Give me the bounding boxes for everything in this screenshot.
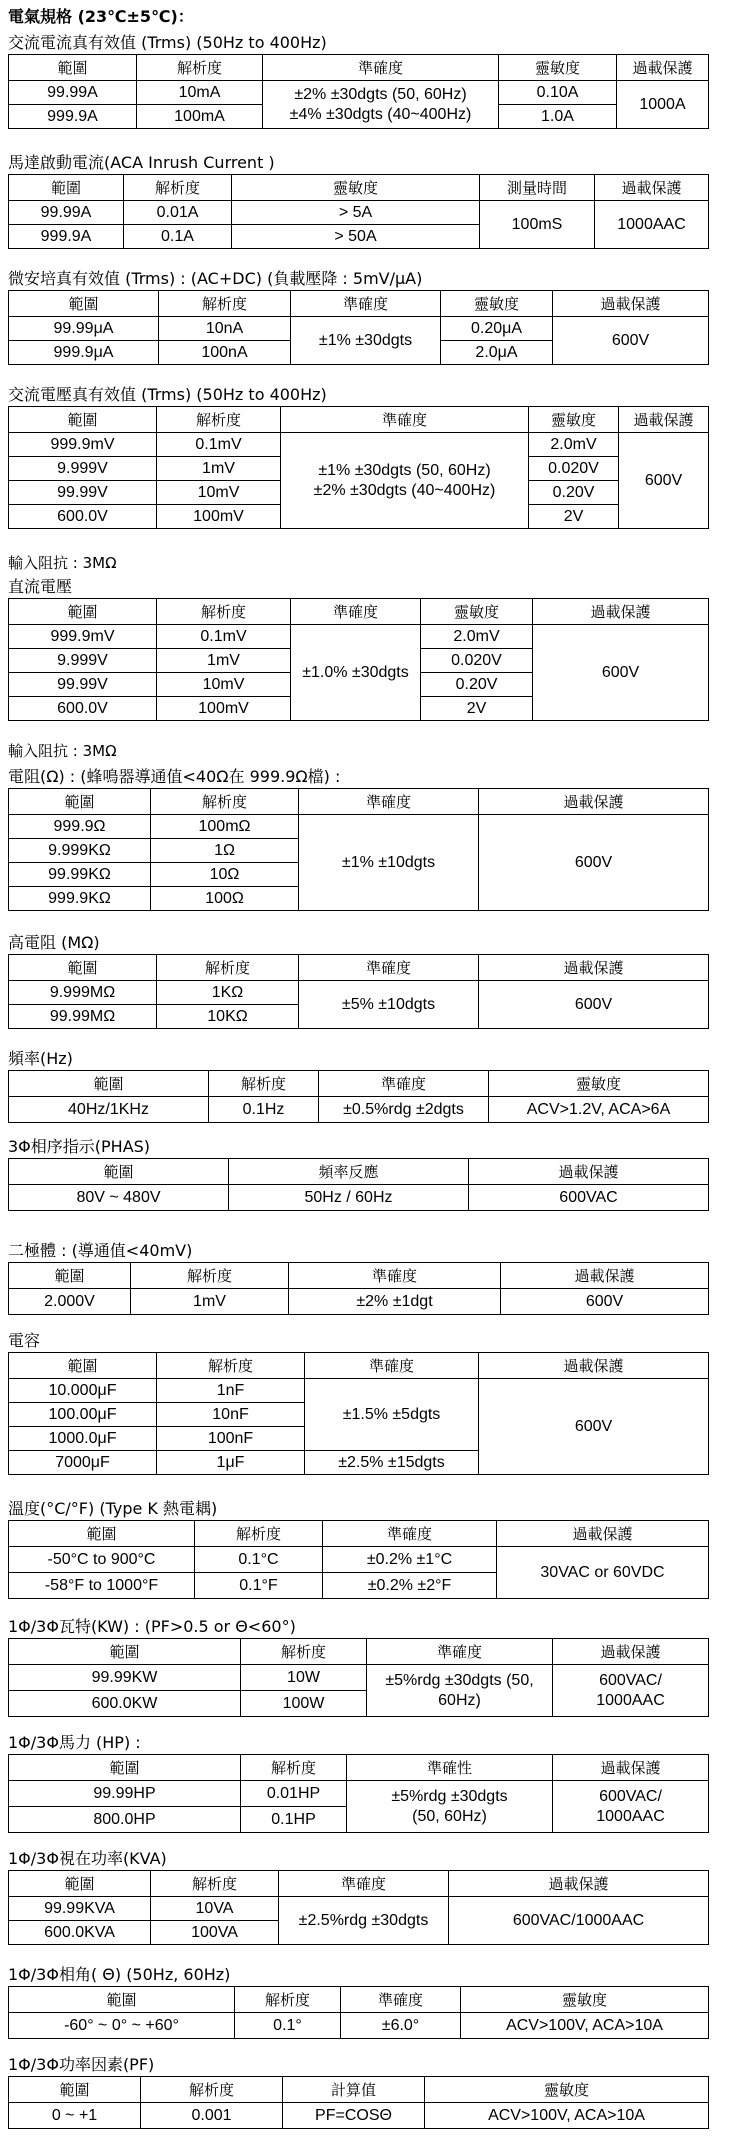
range-cell: 99.99μA (9, 317, 159, 341)
sensitivity-cell: 0.020V (421, 649, 533, 673)
col-header: 準確度 (281, 407, 529, 433)
range-cell: 99.99A (9, 81, 137, 105)
resolution-cell: 100VA (151, 1921, 279, 1945)
resolution-cell: 100W (241, 1691, 367, 1717)
table-watts (8, 1638, 709, 1717)
col-header: 準確度 (319, 1071, 489, 1097)
col-header: 解析度 (195, 1521, 323, 1547)
range-cell: 40Hz/1KHz (9, 1097, 209, 1123)
col-header: 範圍 (9, 1159, 229, 1185)
col-header: 靈敏度 (441, 291, 553, 317)
col-header: 範圍 (9, 1263, 131, 1289)
col-header: 範圍 (9, 1639, 241, 1665)
col-header: 範圍 (9, 291, 159, 317)
resolution-cell: 100mA (137, 105, 263, 129)
col-header: 解析度 (157, 1353, 305, 1379)
resolution-cell: 100mV (157, 505, 281, 529)
accuracy-cell: ±0.2% ±2°F (323, 1573, 497, 1599)
section-title-resistance: 電阻(Ω) : (蜂鳴器導通值<40Ω在 999.9Ω檔) : (8, 767, 341, 786)
spec-header: 電氣規格 (23℃±5℃)： (8, 7, 194, 26)
col-header: 解析度 (241, 1639, 367, 1665)
col-header: 準確度 (263, 55, 499, 81)
section-title-dcv: 直流電壓 (8, 577, 73, 596)
table-row (9, 1665, 709, 1691)
resolution-cell: 0.1mV (157, 625, 291, 649)
protection-cell: 600V (479, 1379, 709, 1475)
protection-cell: 600VAC/ 1000AAC (553, 1781, 709, 1833)
section-title-inrush: 馬達啟動電流(ACA Inrush Current ) (8, 153, 275, 172)
col-header: 準確度 (299, 955, 479, 981)
resolution-cell: 10nF (157, 1403, 305, 1427)
col-header: 解析度 (159, 291, 291, 317)
table-temperature (8, 1520, 709, 1599)
accuracy-cell: ±0.5%rdg ±2dgts (319, 1097, 489, 1123)
range-cell: 99.99V (9, 481, 157, 505)
resolution-cell: 10mA (137, 81, 263, 105)
range-cell: 999.9μA (9, 341, 159, 365)
resolution-cell: 100nA (159, 341, 291, 365)
resolution-cell: 0.1°C (195, 1547, 323, 1573)
section-title-frequency: 頻率(Hz) (8, 1049, 73, 1068)
col-header: 解析度 (241, 1755, 347, 1781)
resolution-cell: 100nF (157, 1427, 305, 1451)
range-cell: 600.0KVA (9, 1921, 151, 1945)
col-header: 解析度 (137, 55, 263, 81)
resolution-cell: 1mV (131, 1289, 289, 1315)
section-title-acv: 交流電壓真有效值 (Trms) (50Hz to 400Hz) (8, 385, 327, 404)
sensitivity-cell: 0.20μA (441, 317, 553, 341)
col-header: 範圍 (9, 1987, 235, 2013)
range-cell: 99.99KW (9, 1665, 241, 1691)
accuracy-cell: ±1% ±10dgts (299, 815, 479, 911)
col-header: 解析度 (124, 175, 232, 201)
protection-cell: 600V (533, 625, 709, 721)
sensitivity-cell: 1.0A (499, 105, 617, 129)
table-row (9, 1097, 709, 1123)
range-cell: 600.0KW (9, 1691, 241, 1717)
resolution-cell: 0.01HP (241, 1781, 347, 1807)
resolution-cell: 10KΩ (157, 1005, 299, 1029)
resolution-cell: 0.001 (141, 2103, 283, 2129)
col-header: 測量時間 (480, 175, 595, 201)
table-dcv (8, 598, 709, 721)
col-header: 計算值 (283, 2077, 425, 2103)
sensitivity-cell: ACV>100V, ACA>10A (461, 2013, 709, 2039)
table-power-factor (8, 2076, 709, 2129)
accuracy-cell: ±2.5% ±15dgts (305, 1451, 479, 1475)
sensitivity-cell: ACV>1.2V, ACA>6A (489, 1097, 709, 1123)
col-header: 過載保護 (619, 407, 709, 433)
range-cell: 800.0HP (9, 1807, 241, 1833)
range-cell: 999.9KΩ (9, 887, 151, 911)
range-cell: 99.99V (9, 673, 157, 697)
col-header: 解析度 (141, 2077, 283, 2103)
resolution-cell: 0.1°F (195, 1573, 323, 1599)
range-cell: -50°C to 900°C (9, 1547, 195, 1573)
table-phase-sequence (8, 1158, 709, 1211)
range-cell: 99.99MΩ (9, 1005, 157, 1029)
col-header: 範圍 (9, 599, 157, 625)
col-header: 過載保護 (553, 1639, 709, 1665)
range-cell: 999.9A (9, 105, 137, 129)
protection-cell: 600V (501, 1289, 709, 1315)
sensitivity-cell: 0.020V (529, 457, 619, 481)
range-cell: 999.9Ω (9, 815, 151, 839)
col-header: 範圍 (9, 175, 124, 201)
range-cell: -60° ~ 0° ~ +60° (9, 2013, 235, 2039)
table-high-resistance (8, 954, 709, 1029)
table-row (9, 1185, 709, 1211)
section-title-aca: 交流電流真有效值 (Trms) (50Hz to 400Hz) (8, 33, 327, 52)
accuracy-cell: ±2% ±1dgt (289, 1289, 501, 1315)
col-header: 範圍 (9, 1521, 195, 1547)
resolution-cell: 10nA (159, 317, 291, 341)
resolution-cell: 0.1A (124, 225, 232, 249)
col-header: 範圍 (9, 55, 137, 81)
col-header: 準確度 (305, 1353, 479, 1379)
range-cell: 999.9mV (9, 433, 157, 457)
col-header: 範圍 (9, 955, 157, 981)
sensitivity-cell: 0.20V (421, 673, 533, 697)
range-cell: 9.999V (9, 649, 157, 673)
col-header: 解析度 (151, 1871, 279, 1897)
col-header: 解析度 (131, 1263, 289, 1289)
accuracy-cell: ±0.2% ±1°C (323, 1547, 497, 1573)
section-title-high-resistance: 高電阻 (MΩ) (8, 933, 100, 952)
protection-cell: 1000A (617, 81, 709, 129)
range-cell: 9.999KΩ (9, 839, 151, 863)
table-row (9, 201, 709, 225)
col-header: 解析度 (157, 599, 291, 625)
section-title-phase-sequence: 3Φ相序指示(PHAS) (8, 1137, 151, 1156)
col-header: 過載保護 (553, 1755, 709, 1781)
table-row (9, 1289, 709, 1315)
section-title-phase-angle: 1Φ/3Φ相角( Θ) (50Hz, 60Hz) (8, 1965, 231, 1984)
table-diode (8, 1262, 709, 1315)
table-horsepower (8, 1754, 709, 1833)
range-cell: 600.0V (9, 505, 157, 529)
range-cell: 100.00μF (9, 1403, 157, 1427)
table-row (9, 1897, 709, 1921)
resolution-cell: 1mV (157, 457, 281, 481)
col-header: 過載保護 (617, 55, 709, 81)
resolution-cell: 1KΩ (157, 981, 299, 1005)
range-cell: 999.9A (9, 225, 124, 249)
protection-cell: 600VAC/ 1000AAC (553, 1665, 709, 1717)
col-header: 解析度 (209, 1071, 319, 1097)
col-header: 準確性 (347, 1755, 553, 1781)
table-acv (8, 406, 709, 529)
section-title-power-factor: 1Φ/3Φ功率因素(PF) (8, 2055, 155, 2074)
resolution-cell: 0.1mV (157, 433, 281, 457)
frequency-response-cell: 50Hz / 60Hz (229, 1185, 469, 1211)
col-header: 範圍 (9, 1353, 157, 1379)
table-apparent-power (8, 1870, 709, 1945)
range-cell: 9.999V (9, 457, 157, 481)
col-header: 準確度 (291, 291, 441, 317)
col-header: 靈敏度 (499, 55, 617, 81)
table-inrush (8, 174, 709, 249)
col-header: 準確度 (279, 1871, 449, 1897)
protection-cell: 600V (479, 981, 709, 1029)
range-cell: -58°F to 1000°F (9, 1573, 195, 1599)
range-cell: 7000μF (9, 1451, 157, 1475)
measure-time-cell: 100mS (480, 201, 595, 249)
protection-cell: 600VAC (469, 1185, 709, 1211)
col-header: 範圍 (9, 789, 151, 815)
col-header: 過載保護 (553, 291, 709, 317)
col-header: 範圍 (9, 1071, 209, 1097)
col-header: 靈敏度 (421, 599, 533, 625)
resolution-cell: 0.1Hz (209, 1097, 319, 1123)
accuracy-cell: ±2% ±30dgts (50, 60Hz) ±4% ±30dgts (40~400Hz) (263, 81, 499, 129)
table-row (9, 815, 709, 839)
protection-cell: 30VAC or 60VDC (497, 1547, 709, 1599)
sensitivity-cell: 0.10A (499, 81, 617, 105)
col-header: 準確度 (291, 599, 421, 625)
protection-cell: 600V (479, 815, 709, 911)
resolution-cell: 100mΩ (151, 815, 299, 839)
resolution-cell: 0.01A (124, 201, 232, 225)
range-cell: 999.9mV (9, 625, 157, 649)
table-phase-angle (8, 1986, 709, 2039)
col-header: 過載保護 (533, 599, 709, 625)
range-cell: 9.999MΩ (9, 981, 157, 1005)
range-cell: 80V ~ 480V (9, 1185, 229, 1211)
sensitivity-cell: 2V (529, 505, 619, 529)
col-header: 過載保護 (479, 789, 709, 815)
table-row (9, 1781, 709, 1807)
col-header: 過載保護 (479, 955, 709, 981)
col-header: 過載保護 (449, 1871, 709, 1897)
resolution-cell: 10mV (157, 673, 291, 697)
col-header: 範圍 (9, 1871, 151, 1897)
sensitivity-cell: 2V (421, 697, 533, 721)
resolution-cell: 1mV (157, 649, 291, 673)
section-title-apparent-power: 1Φ/3Φ視在功率(KVA) (8, 1849, 167, 1868)
col-header: 範圍 (9, 2077, 141, 2103)
table-row (9, 981, 709, 1005)
col-header: 準確度 (367, 1639, 553, 1665)
col-header: 過載保護 (501, 1263, 709, 1289)
col-header: 頻率反應 (229, 1159, 469, 1185)
table-row (9, 317, 709, 341)
section-title-diode: 二極體 : (導通值<40mV) (8, 1241, 193, 1260)
table-row (9, 625, 709, 649)
resolution-cell: 10W (241, 1665, 367, 1691)
protection-cell: 1000AAC (595, 201, 709, 249)
col-header: 解析度 (157, 955, 299, 981)
input-impedance-note: 輸入阻抗 : 3MΩ (8, 742, 117, 760)
protection-cell: 600V (619, 433, 709, 529)
table-microamp (8, 290, 709, 365)
col-header: 靈敏度 (529, 407, 619, 433)
col-header: 範圍 (9, 1755, 241, 1781)
resolution-cell: 0.1° (235, 2013, 341, 2039)
input-impedance-note: 輸入阻抗 : 3MΩ (8, 554, 117, 572)
range-cell: 99.99HP (9, 1781, 241, 1807)
accuracy-cell: ±5% ±10dgts (299, 981, 479, 1029)
col-header: 過載保護 (595, 175, 709, 201)
col-header: 解析度 (235, 1987, 341, 2013)
table-row (9, 81, 709, 105)
range-cell: 2.000V (9, 1289, 131, 1315)
sensitivity-cell: 2.0mV (421, 625, 533, 649)
sensitivity-cell: > 50A (232, 225, 480, 249)
table-resistance (8, 788, 709, 911)
col-header: 靈敏度 (425, 2077, 709, 2103)
resolution-cell: 100Ω (151, 887, 299, 911)
col-header: 範圍 (9, 407, 157, 433)
resolution-cell: 10VA (151, 1897, 279, 1921)
resolution-cell: 1μF (157, 1451, 305, 1475)
accuracy-cell: ±5%rdg ±30dgts (50, 60Hz) (367, 1665, 553, 1717)
range-cell: 600.0V (9, 697, 157, 721)
resolution-cell: 100mV (157, 697, 291, 721)
table-row (9, 433, 709, 457)
col-header: 解析度 (151, 789, 299, 815)
table-aca (8, 54, 709, 129)
range-cell: 10.000μF (9, 1379, 157, 1403)
section-title-microamp: 微安培真有效值 (Trms) : (AC+DC) (負載壓降 : 5mV/μA) (8, 269, 423, 288)
protection-cell: 600V (553, 317, 709, 365)
calculated-value-cell: PF=COSΘ (283, 2103, 425, 2129)
table-capacitance (8, 1352, 709, 1475)
resolution-cell: 10mV (157, 481, 281, 505)
table-row (9, 1547, 709, 1573)
range-cell: 99.99KΩ (9, 863, 151, 887)
sensitivity-cell: 0.20V (529, 481, 619, 505)
col-header: 過載保護 (479, 1353, 709, 1379)
sensitivity-cell: > 5A (232, 201, 480, 225)
table-row (9, 1379, 709, 1403)
section-title-capacitance: 電容 (8, 1331, 41, 1350)
range-cell: 99.99KVA (9, 1897, 151, 1921)
sensitivity-cell: 2.0μA (441, 341, 553, 365)
table-row (9, 2103, 709, 2129)
accuracy-cell: ±1% ±30dgts (291, 317, 441, 365)
col-header: 靈敏度 (461, 1987, 709, 2013)
col-header: 靈敏度 (232, 175, 480, 201)
section-title-watts: 1Φ/3Φ瓦特(KW) : (PF>0.5 or Θ<60°) (8, 1617, 296, 1636)
protection-cell: 600VAC/1000AAC (449, 1897, 709, 1945)
accuracy-cell: ±1.5% ±5dgts (305, 1379, 479, 1451)
table-row (9, 2013, 709, 2039)
col-header: 準確度 (341, 1987, 461, 2013)
col-header: 靈敏度 (489, 1071, 709, 1097)
col-header: 準確度 (289, 1263, 501, 1289)
col-header: 過載保護 (497, 1521, 709, 1547)
range-cell: 1000.0μF (9, 1427, 157, 1451)
section-title-temperature: 溫度(°C/°F) (Type K 熱電耦) (8, 1499, 218, 1518)
col-header: 準確度 (299, 789, 479, 815)
resolution-cell: 10Ω (151, 863, 299, 887)
range-cell: 99.99A (9, 201, 124, 225)
resolution-cell: 1Ω (151, 839, 299, 863)
col-header: 過載保護 (469, 1159, 709, 1185)
col-header: 解析度 (157, 407, 281, 433)
range-cell: 0 ~ +1 (9, 2103, 141, 2129)
accuracy-cell: ±1.0% ±30dgts (291, 625, 421, 721)
accuracy-cell: ±5%rdg ±30dgts (50, 60Hz) (347, 1781, 553, 1833)
resolution-cell: 0.1HP (241, 1807, 347, 1833)
sensitivity-cell: 2.0mV (529, 433, 619, 457)
resolution-cell: 1nF (157, 1379, 305, 1403)
sensitivity-cell: ACV>100V, ACA>10A (425, 2103, 709, 2129)
table-frequency (8, 1070, 709, 1123)
col-header: 準確度 (323, 1521, 497, 1547)
accuracy-cell: ±2.5%rdg ±30dgts (279, 1897, 449, 1945)
accuracy-cell: ±6.0° (341, 2013, 461, 2039)
section-title-horsepower: 1Φ/3Φ馬力 (HP) : (8, 1733, 141, 1752)
accuracy-cell: ±1% ±30dgts (50, 60Hz) ±2% ±30dgts (40~400Hz) (281, 433, 529, 529)
